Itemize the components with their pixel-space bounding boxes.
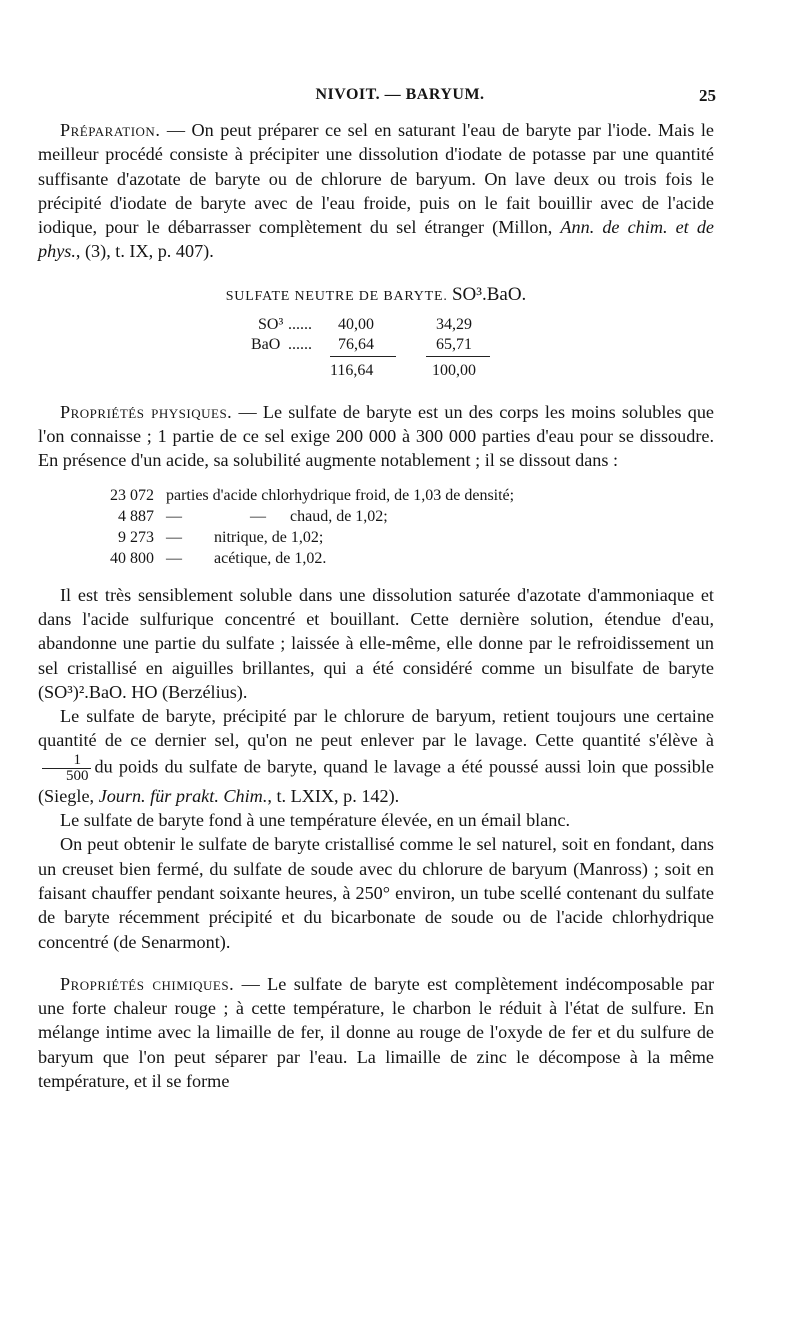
- running-head: NIVOIT. — BARYUM.: [315, 86, 485, 103]
- composition-value-1: 76,64: [338, 335, 374, 353]
- total-rule: [426, 356, 490, 357]
- chemical-text: — Le sulfate de baryte est complètement indécomposable par une forte chaleur rouge ; à cette température, le charbon le réduit à l'état de sulfure. En mélange intime avec la limaille de fer, il donne au rouge de l'oxyde de fer et du sulfure de baryum que l'on peut séparer par l'eau. La limaille de zinc le décompose à la même température, et il se forme: [38, 973, 715, 1092]
- composition-name: SO³: [258, 315, 284, 333]
- solubility-text: — — chaud, de 1,02;: [166, 507, 388, 525]
- composition-dots: ......: [288, 335, 312, 353]
- section-title-formula: SO³.BaO.: [451, 283, 527, 305]
- section-title-text: SULFATE NEUTRE DE BARYTE.: [225, 288, 448, 304]
- solubility-text: — nitrique, de 1,02;: [166, 528, 324, 546]
- section-title-sulfate: [38, 284, 714, 308]
- heading-chemical: Propriétés chimiques.: [60, 973, 235, 994]
- fraction-numerator: 1: [42, 753, 91, 769]
- solubility-amount: 4 887: [118, 507, 154, 525]
- paragraph-chemical: [38, 972, 714, 1093]
- heading-preparation: Préparation.: [60, 120, 161, 140]
- heading-physical: Propriétés physiques.: [60, 401, 233, 422]
- composition-total-2: 100,00: [432, 361, 476, 379]
- retention-text: Le sulfate de baryte, précipité par le chlorure de baryum, retient toujours une certaine quantité de ce dernier sel, qu'on ne peut enlever par le lavage. Cette quantité s'élève à: [38, 706, 714, 751]
- paragraph-gap: [38, 954, 714, 972]
- paragraph-bisulfate: Il est très sensiblement soluble dans une dissolution saturée d'azotate d'ammoniaque et dans l'acide sulfurique concentré et bouillant. Cette dernière solution, étendue d'eau, abandonne une partie du sulfate ; laissée à elle-même, elle donne par le refroidissement un sel cristallisé en aiguilles brillantes, qui a été considéré comme un bisulfate de baryte (SO³)².BaO. HO (Berzélius).: [38, 584, 714, 702]
- paragraph-crystallization: On peut obtenir le sulfate de baryte cristallisé comme le sel naturel, soit en fondant, dans un creuset bien fermé, du sulfate de soude avec du chlorure de baryum (Manross) ; soit en faisant chauffer pendant soixante heures, à 250° environ, un tube scellé contenant du sulfate de baryte récemment précipité et du bicarbonate de soude ou de l'acide chlorhydrique concentré (de Senarmont).: [38, 834, 714, 952]
- page-number: 25: [699, 86, 716, 105]
- citation-ann-chim: Ann. de chim. et de phys.: [38, 217, 714, 262]
- solubility-text: — acétique, de 1,02.: [166, 549, 327, 567]
- citation-journ-prakt: Journ. für prakt. Chim.: [98, 785, 268, 806]
- preparation-text-end: , (3), t. IX, p. 407).: [75, 241, 214, 262]
- composition-name: BaO: [251, 335, 281, 353]
- composition-table: [38, 314, 714, 400]
- page-header: [0, 86, 800, 110]
- fraction-denominator: 500: [66, 767, 89, 784]
- retention-text-end: , t. LXIX, p. 142).: [267, 785, 400, 806]
- physical-text: — Le sulfate de baryte est un des corps les moins solubles que l'on connaisse ; 1 partie de ce sel exige 200 000 à 300 000 parties d'eau pour se dissoudre. En présence d'un acide, sa solubilité augmente notablement ; il se dissout dans :: [38, 401, 714, 471]
- retention-text-mid: du poids du sulfate de baryte, quand le lavage a été poussé aussi loin que possible (Siegle,: [38, 756, 714, 806]
- composition-value-2: 65,71: [436, 335, 472, 353]
- composition-dots: ......: [288, 315, 312, 333]
- composition-value-2: 34,29: [436, 315, 472, 333]
- paragraph-chloride-retention: [38, 704, 714, 808]
- fraction-one-five-hundredth: [42, 753, 91, 784]
- solubility-amount: 23 072: [110, 486, 154, 504]
- total-rule: [330, 356, 396, 357]
- solubility-list: [38, 487, 714, 573]
- solubility-text: parties d'acide chlorhydrique froid, de 1,03 de densité;: [166, 486, 515, 504]
- paragraph-fusion: Le sulfate de baryte fond à une température élevée, en un émail blanc.: [60, 810, 571, 831]
- paragraph-preparation: [38, 118, 714, 264]
- solubility-amount: 40 800: [110, 549, 154, 567]
- preparation-text: — On peut préparer ce sel en saturant l'eau de baryte par l'iode. Mais le meilleur procédé consiste à précipiter une dissolution d'iodate de potasse par une quantité suffisante d'azotate de baryte ou de chlorure de baryum. On lave deux ou trois fois le précipité d'iodate de baryte avec de l'eau froide, puis on le fait bouillir avec de l'acide iodique, pour le débarrasser complètement du sel étranger (Millon,: [38, 120, 714, 238]
- page-body: [38, 118, 714, 1093]
- composition-total-1: 116,64: [330, 361, 374, 379]
- composition-value-1: 40,00: [338, 315, 374, 333]
- solubility-amount: 9 273: [118, 528, 154, 546]
- paragraph-physical: [38, 400, 714, 473]
